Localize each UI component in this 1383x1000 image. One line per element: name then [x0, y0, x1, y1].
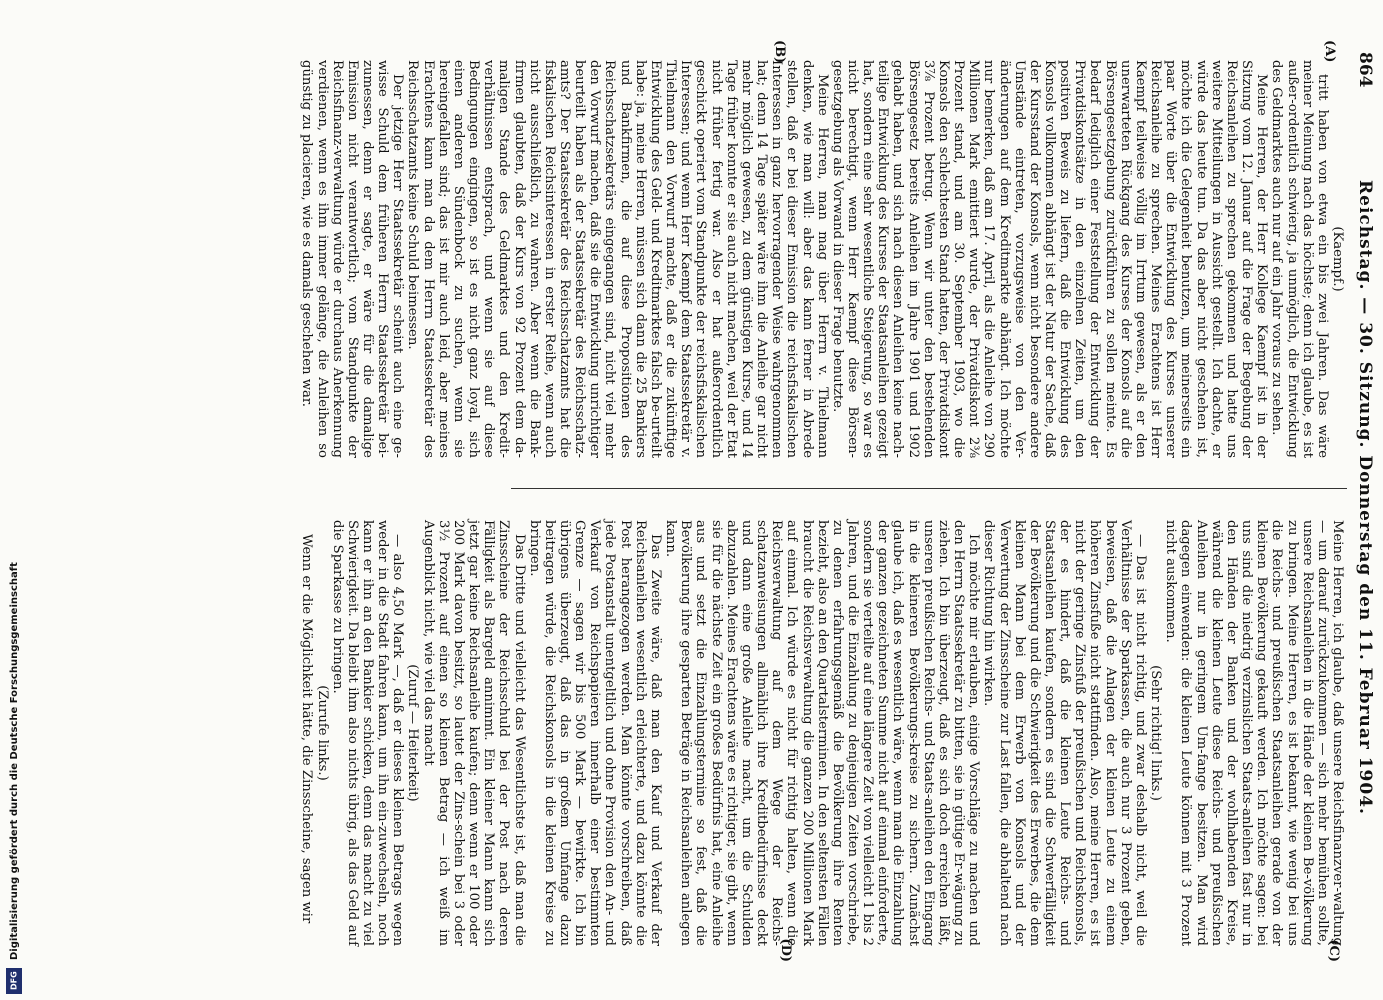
paragraph: Meine Herren, ich glaube, daß unsere Reichsfinanzver-waltung — um darauf zurückzukommen — sich mehr bemühen sollte, unsere Reichsanleihen in die Hände der kleinen Be-völkerung zu bringen. Meine Herren, es ist bekannt, wie wenig bei uns die Reichs- und preußischen Staatsanleihen gerade von der kleinen Bevölkerung gekauft werden. Ich möchte sagen: bei uns sind die niedrig verzinslichen Staats-anleihen fast nur in den Händen der Banken und der wohlhabenden Kreise, während die kleinen Leute diese Reichs- und preußischen Anleihen nur in geringem Um-fange besitzen. Man wird dagegen einwenden: die kleinen Leute können mit 3 Prozent nicht auskommen. — [1163, 520, 1345, 946]
funding-strip — [0, 0, 30, 1000]
dfg-logo: DFG — [6, 968, 22, 994]
paragraph: Wenn er die Möglichkeit hätte, die Zinsscheine, sagen wir — [299, 534, 315, 924]
paragraph: Das Zweite wäre, daß man den Kauf und Verkauf der Reichsanleihen wesentlich erleichterte, und dazu könnte die Post herangezogen werden. Man könnte vorschreiben, daß jede Postanstalt unentgeltlich und ohne Provision den An- und Verkauf von Reichspapieren innerhalb einer bestimmten Grenze — sagen wir bis 500 Mark — bewirkte. Ich bin übrigens überzeugt, daß das in großem Umfange dazu beitragen würde, die Reichskonsols in die kleinen Kreise zu bringen. — [526, 520, 663, 946]
interjection: (Sehr richtig! links.) — [1148, 665, 1164, 801]
interjection: (Zuruf — Heiterkeit) — [405, 664, 421, 802]
paragraph: — Das ist nicht richtig, und zwar deshalb nicht, weil die Verhältnisse der Sparkassen, die auch nur 3 Prozent geben, beweisen, daß die Anlagen der kleinen Leute zu einem höheren Zinsfuße nicht stattfinden. Also, meine Herren, es ist nicht der geringe Zinsfuß der preußischen und Reichskonsols, der es hindert, daß die kleinen Leute Reichs- und Staatsanleihen kaufen, sondern es sind die Schwerfälligkeit der Bevölkerung und die Schwierigkeit des Erwerbes, die dem kleinen Mann bei dem Erwerb von Konsols und der Verwertung der Zinsscheine zur Last fallen, die abhaltend nach dieser Richtung hin wirken. — [981, 520, 1148, 946]
speaker-label: (Kaempf.) — [1330, 226, 1345, 292]
right-text-column — [299, 520, 1345, 946]
column-divider — [511, 488, 1347, 489]
margin-marker-a: (A) — [1322, 40, 1337, 63]
page-number: 864 — [1355, 52, 1375, 88]
paragraph: Meine Herren, man mag über Herrn v. Thielmann denken, wie man will: aber das kann ferner in Abrede stellen, daß er bei dieser Emission die reichsfiskalischen Interessen in ganz hervorragender Weise wahrgenommen hat; denn 14 Tage später wäre ihm die Anleihe gar nicht mehr möglich gewesen, zu dem günstigen Kurse, und 14 Tage früher konnte er sie auch nicht machen, weil der Etat nicht früher fertig war. Also er hat außerordentlich geschickt operiert vom Standpunkte der reichsfiskalischen Interessen; und wenn Herr Kaempf dem Staatssekretär v. Thielmann den Vorwurf machte, daß er die zukünftige Entwicklung des Geld- und Kreditmarktes falsch be-urteilt habe: ja, meine Herren, müssen sich dann die 25 Bankiers und Bankfirmen, die auf diese Propositionen des Reichsschatzsekretärs eingegangen sind, nicht viel mehr den Vorwurf machen, daß sie die Entwicklung unrichtiger beurteilt haben als der Staatssekretär des Reichsschatz-amts? Der Staatssekretär des Reichsschatzamts hat die fiskalischen Reichsinteressen in erster Reihe, wenn auch nicht ausschließlich, zu wahren. Aber wenn die Bank-firmen glaubten, daß der Kurs von 92 Prozent dem da-maligen Stande des Geldmarktes und den Kredit-verhältnissen entsprach, und wenn sie auf diese Bedingungen eingingen, so ist es nicht ganz loyal, sich einen anderen Sündenbock zu suchen, wenn sie hereingefallen sind; das ist mir auch leid, aber meines Erachtens kann man da dem Herrn Staatssekretär des Reichsschatzamts keine Schuld beimessen. — [405, 60, 830, 458]
paragraph: Ich möchte mir erlauben, einige Vorschläge zu machen und den Herrn Staatssekretär zu bitten, sie in gütige Er-wägung zu ziehen. Ich bin überzeugt, daß es sich doch erreichen läßt, unseren preußischen Reichs- und Staats-anleihen den Eingang in die kleineren Bevölkerungs-kreise zu sichern. Zunächst glaube ich, daß es wesentlich wäre, wenn man die Einzahlung der ganzen gezeichneten Summe nicht auf einmal einforderte, sondern sie verteilte auf eine längere Zeit von vielleicht 1 bis 2 Jahren, und die Einzahlung zu denjenigen Zeiten vorschriebe, zu denen erfahrungsgemäß die Bevölkerung ihre Renten bezieht, also an den Quartalsterminen. In den seltensten Fällen braucht die Reichsverwaltung die ganzen 200 Millionen Mark auf einmal. Ich würde es nicht für richtig halten, wenn die Reichsverwaltung auf dem Wege der Reichs-schatzanweisungen allmählich ihre Kreditbedürfnisse deckt und dann eine große Anleihe macht, um die Schulden abzuzahlen. Meines Erachtens wäre es richtiger, sie gibt, wenn sie für die nächste Zeit ein großes Bedürfnis hat, eine Anleihe aus und setzt die Einzahlungstermine so fest, daß die Bevölkerung ihre gesparten Beträge in Reichsanleihen anlegen kann. — [663, 520, 982, 946]
page-header-title: Reichstag. — 30. Sitzung. Donnerstag den 11. Februar 1904. — [1355, 180, 1375, 815]
paragraph: tritt haben von etwa ein bis zwei Jahren. Das wäre meiner Meinung nach das höchste; denn ich glaube, es ist außer-ordentlich schwierig, ja unmöglich, die Entwicklung des Geldmarktes auch nur auf ein Jahr voraus zu sehen. — [1269, 60, 1330, 458]
left-text-column — [299, 60, 1345, 458]
funding-note: Digitalisierung gefördert durch die Deutsche Forschungsgemeinschaft — [9, 562, 20, 960]
paragraph: — also 4,50 Mark —, daß er dieses kleinen Betrags wegen weder in die Stadt fahren kann, um ihn ein-zuwechseln, noch kann er ihn an den Bankier schicken, denn das macht zu viel Schwierigkeit. Da bleibt ihm also nichts übrig, als das Geld auf die Sparkasse zu bringen. — [329, 520, 406, 946]
interjection: (Zurufe links.) — [314, 685, 330, 781]
paragraph: Der jetzige Herr Staatssekretär scheint auch eine ge-wisse Schuld dem früheren Herrn Staatssekretär bei-zumessen, denn er sagte, er wäre für die damalige Emission nicht verantwortlich; vom Standpunkte der Reichsfinanz-verwaltung würde er durchaus Anerkennung verdienen, wenn es ihm immer gelänge, die Anleihen so günstig zu placieren, wie es damals geschehen war. — [299, 60, 406, 458]
paragraph: Das Dritte und vielleicht das Wesentlichste ist, daß man die Zinsscheine der Reichsschuld bei der Post nach deren Fälligkeit als Bargeld annimmt. Ein kleiner Mann kann sich jetzt gar keine Reichsanleihe kaufen; denn wenn er 100 oder 200 Mark davon besitzt, so lautet der Zins-schein bei 3 oder 3½ Prozent auf einen so kleinen Betrag — ich weiß im Augenblick nicht, wie viel das macht — [420, 520, 527, 946]
paragraph: Meine Herren, der Herr Kollege Kaempf ist in der Sitzung vom 12. Januar auf die Frage der Begebung der Reichsanleihen zu sprechen gekommen und hatte uns weitere Mitteilungen in Aussicht gestellt. Ich dachte, er würde das heute tun. Da das aber nicht geschehen ist, möchte ich die Gelegenheit benutzen, um meinerseits ein paar Worte über die Entwicklung des Kurses unserer Reichsanleihe zu sprechen. Meines Erachtens ist Herr Kaempf teilweise völlig im Irrtum gewesen, als er den unerwarteten Rückgang des Kurses der Konsols auf die Börsengesetzgebung zurückführen zu sollen meinte. Es bedarf lediglich einer Feststellung der Entwicklung der Privatdiskontsätze in den einzelnen Zeiten, um den positiven Beweis zu liefern, daß die Entwicklung des Konsols vollkommen abhängt ist der Natur der Sache, daß der Kursstand der Konsols, wenn nicht besondere andere Umstände eintreten, vorzugsweise von den Ver-änderungen auf dem Kreditmarkte abhängt. Ich möchte nur bemerken, daß am 17. April, als die Anleihe von 290 Millionen Mark emittiert wurde, der Privatdiskont 2⅜ Prozent stand, und am 30. September 1903, wo die Konsols den schlechtesten Stand hatten, der Privatdiskont 3⅞ Prozent betrug. Wenn wir unter den bestehenden Börsengesetz bereits Anleihen im Jahre 1901 und 1902 gehabt haben, und sich nach diesen Anleihen keine nach-teilige Entwicklung des Kurses der Staatsanleihen gezeigt hat, sondern eine sehr wesentliche Steigerung, so war es nicht berechtigt, wenn Herr Kaempf diese Börsen-gesetzgebung als Vorwand in dieser Frage benutzte. — [829, 60, 1270, 458]
margin-marker-b: (B) — [772, 40, 787, 64]
margin-marker-c: (C) — [1326, 939, 1341, 962]
margin-marker-d: (D) — [778, 938, 793, 962]
